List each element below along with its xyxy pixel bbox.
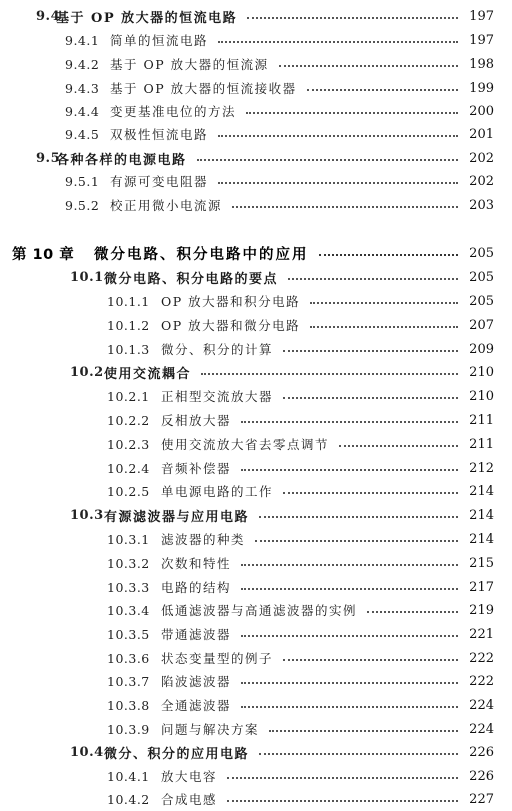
- dot-leader: [255, 528, 458, 542]
- toc-entry-title: OP 放大器和微分电路: [161, 318, 301, 333]
- toc-entry-number: 10.2.2: [107, 412, 150, 428]
- toc-subsection-row[interactable]: [0, 337, 512, 361]
- toc-entry-title: 音频补偿器: [161, 461, 232, 476]
- toc-subsection-row[interactable]: [0, 598, 512, 622]
- toc-entry-page: 226: [469, 768, 494, 784]
- dot-leader: [283, 385, 458, 399]
- dot-leader: [319, 242, 459, 256]
- toc-entry-page: 224: [469, 721, 494, 737]
- toc-entry-number: 9.4: [36, 8, 61, 24]
- toc-entry-title: 正相型交流放大器: [161, 389, 274, 404]
- dot-leader: [310, 290, 458, 304]
- toc-entry-number: 10.3.1: [107, 531, 150, 547]
- dot-leader: [218, 123, 458, 137]
- toc-entry-page: 214: [469, 507, 494, 523]
- toc-entry-title: 问题与解决方案: [161, 722, 260, 737]
- toc-entry-page: 222: [469, 673, 494, 689]
- toc-subsection-row[interactable]: [0, 28, 512, 52]
- toc-chapter-row[interactable]: [0, 241, 512, 265]
- dot-leader: [197, 147, 458, 161]
- toc-entry-page: 215: [469, 555, 494, 571]
- toc-entry-title: 低通滤波器与高通滤波器的实例: [161, 603, 358, 618]
- toc-subsection-row[interactable]: [0, 313, 512, 337]
- toc-entry-number: 9.5.2: [65, 197, 100, 213]
- toc-subsection-row[interactable]: [0, 289, 512, 313]
- toc-section-row[interactable]: [0, 146, 512, 170]
- toc-entry-number: 10.1: [70, 269, 104, 285]
- toc-entry-title: 基于 OP 放大器的恒流接收器: [110, 81, 297, 96]
- dot-leader: [367, 599, 458, 613]
- dot-leader: [288, 266, 458, 280]
- dot-leader: [283, 480, 458, 494]
- dot-leader: [227, 765, 458, 779]
- toc-entry-title: 变更基准电位的方法: [110, 104, 237, 119]
- toc-entry-number: 10.2: [70, 364, 104, 380]
- toc-section-row[interactable]: [0, 265, 512, 289]
- toc-section-row[interactable]: [0, 740, 512, 764]
- toc-entry-number: 9.4.4: [65, 103, 100, 119]
- toc-entry-title: 有源滤波器与应用电路: [104, 509, 250, 525]
- toc-subsection-row[interactable]: [0, 169, 512, 193]
- toc-entry-page: 224: [469, 697, 494, 713]
- toc-entry-page: 209: [469, 341, 494, 357]
- toc-subsection-row[interactable]: [0, 122, 512, 146]
- toc-entry-title: 使用交流耦合: [104, 366, 192, 382]
- toc-entry-number: 10.2.3: [107, 436, 150, 452]
- toc-subsection-row[interactable]: [0, 693, 512, 717]
- toc-entry-number: 10.3.9: [107, 721, 150, 737]
- toc-subsection-row[interactable]: [0, 551, 512, 575]
- toc-subsection-row[interactable]: [0, 456, 512, 480]
- toc-entry-title: 电路的结构: [161, 580, 232, 595]
- toc-subsection-row[interactable]: [0, 76, 512, 100]
- toc-entry-title: 微分、积分的计算: [161, 342, 274, 357]
- dot-leader: [246, 100, 458, 114]
- toc-entry-number: 10.1.1: [107, 293, 150, 309]
- toc-entry-page: 210: [469, 364, 494, 380]
- toc-entry-number: 10.4: [70, 744, 104, 760]
- toc-entry-page: 197: [469, 32, 494, 48]
- dot-leader: [259, 741, 458, 755]
- dot-leader: [259, 504, 458, 518]
- toc-entry-number: 9.4.1: [65, 32, 100, 48]
- toc-entry-page: 214: [469, 531, 494, 547]
- toc-subsection-row[interactable]: [0, 669, 512, 693]
- toc-entry-title: 微分电路、积分电路的要点: [104, 271, 279, 287]
- toc-entry-number: 10.2.1: [107, 388, 150, 404]
- toc-entry-page: 205: [469, 245, 494, 261]
- toc-entry-page: 212: [469, 460, 494, 476]
- toc-entry-title: 反相放大器: [161, 413, 232, 428]
- dot-leader: [241, 576, 458, 590]
- toc-subsection-row[interactable]: [0, 575, 512, 599]
- dot-leader: [283, 647, 458, 661]
- toc-entry-number: 9.4.5: [65, 126, 100, 142]
- toc-entry-number: 10.3.7: [107, 673, 150, 689]
- toc-entry-page: 199: [469, 80, 494, 96]
- toc-entry-title: 双极性恒流电路: [110, 127, 209, 142]
- toc-entry-page: 210: [469, 388, 494, 404]
- dot-leader: [241, 409, 458, 423]
- toc-subsection-row[interactable]: [0, 99, 512, 123]
- toc-entry-number: 10.3.8: [107, 697, 150, 713]
- toc-entry-page: 202: [469, 173, 494, 189]
- toc-entry-number: 9.4.3: [65, 80, 100, 96]
- toc-entry-title: 基于 OP 放大器的恒流电路: [56, 10, 238, 26]
- dot-leader: [201, 361, 458, 375]
- toc-entry-page: 226: [469, 744, 494, 760]
- dot-leader: [310, 314, 458, 328]
- toc-section-row[interactable]: [0, 4, 512, 28]
- toc-entry-title: 简单的恒流电路: [110, 33, 209, 48]
- toc-entry-title: 单电源电路的工作: [161, 484, 274, 499]
- toc-entry-page: 205: [469, 293, 494, 309]
- toc-entry-page: 214: [469, 483, 494, 499]
- toc-subsection-row[interactable]: [0, 787, 512, 811]
- dot-leader: [247, 5, 458, 19]
- toc-entry-title: 各种各样的电源电路: [56, 152, 187, 168]
- toc-subsection-row[interactable]: [0, 479, 512, 503]
- toc-entry-number: 10.3.3: [107, 579, 150, 595]
- toc-entry-title: OP 放大器和积分电路: [161, 294, 301, 309]
- toc-entry-title: 微分电路、积分电路中的应用: [94, 246, 309, 263]
- toc-subsection-row[interactable]: [0, 717, 512, 741]
- toc-entry-title: 全通滤波器: [161, 698, 232, 713]
- toc-entry-page: 221: [469, 626, 494, 642]
- toc-entry-number: 10.1.2: [107, 317, 150, 333]
- toc-entry-title: 带通滤波器: [161, 627, 232, 642]
- dot-leader: [241, 670, 458, 684]
- dot-leader: [227, 788, 458, 802]
- toc-entry-page: 222: [469, 650, 494, 666]
- toc-section-row[interactable]: [0, 503, 512, 527]
- toc-entry-number: 10.2.4: [107, 460, 150, 476]
- toc-entry-number: 10.3.6: [107, 650, 150, 666]
- toc-entry-number: 10.1.3: [107, 341, 150, 357]
- dot-leader: [241, 457, 458, 471]
- dot-leader: [241, 552, 458, 566]
- toc-entry-number: 9.4.2: [65, 56, 100, 72]
- toc-entry-page: 201: [469, 126, 494, 142]
- toc-subsection-row[interactable]: [0, 646, 512, 670]
- toc-entry-number: 10.4.1: [107, 768, 150, 784]
- toc-subsection-row[interactable]: [0, 193, 512, 217]
- toc-entry-number: 9.5: [36, 150, 61, 166]
- toc-entry-page: 198: [469, 56, 494, 72]
- dot-leader: [269, 718, 458, 732]
- toc-entry-page: 202: [469, 150, 494, 166]
- toc-subsection-row[interactable]: [0, 52, 512, 76]
- dot-leader: [218, 170, 458, 184]
- toc-entry-number: 10.3.2: [107, 555, 150, 571]
- dot-leader: [283, 338, 458, 352]
- toc-entry-page: 211: [469, 412, 494, 428]
- toc-subsection-row[interactable]: [0, 432, 512, 456]
- toc-entry-number: 第 10 章: [12, 246, 75, 263]
- toc-entry-title: 微分、积分的应用电路: [104, 746, 250, 762]
- toc-entry-number: 10.3.5: [107, 626, 150, 642]
- toc-entry-title: 校正用微小电流源: [110, 198, 223, 213]
- toc-entry-number: 10.3: [70, 507, 104, 523]
- toc-entry-number: 10.3.4: [107, 602, 150, 618]
- toc-subsection-row[interactable]: [0, 622, 512, 646]
- toc-entry-title: 陷波滤波器: [161, 674, 232, 689]
- toc-entry-title: 合成电感: [161, 792, 218, 807]
- toc-entry-title: 状态变量型的例子: [161, 651, 274, 666]
- toc-entry-title: 滤波器的种类: [161, 532, 246, 547]
- toc-entry-number: 10.4.2: [107, 791, 150, 807]
- toc-section-row[interactable]: [0, 360, 512, 384]
- toc-entry-page: 211: [469, 436, 494, 452]
- toc-entry-number: 10.2.5: [107, 483, 150, 499]
- toc-subsection-row[interactable]: [0, 384, 512, 408]
- dot-leader: [241, 623, 458, 637]
- dot-leader: [232, 194, 458, 208]
- toc-entry-page: 200: [469, 103, 494, 119]
- toc-entry-title: 次数和特性: [161, 556, 232, 571]
- toc-entry-title: 基于 OP 放大器的恒流源: [110, 57, 269, 72]
- toc-entry-number: 9.5.1: [65, 173, 100, 189]
- toc-entry-title: 放大电容: [161, 769, 218, 784]
- toc-entry-page: 205: [469, 269, 494, 285]
- toc-entry-title: 有源可变电阻器: [110, 174, 209, 189]
- toc-entry-page: 207: [469, 317, 494, 333]
- toc-entry-page: 217: [469, 579, 494, 595]
- dot-leader: [307, 77, 458, 91]
- toc-subsection-row[interactable]: [0, 527, 512, 551]
- toc-subsection-row[interactable]: [0, 764, 512, 788]
- toc-entry-title: 使用交流放大省去零点调节: [161, 437, 330, 452]
- toc-entry-page: 227: [469, 791, 494, 807]
- toc-subsection-row[interactable]: [0, 408, 512, 432]
- dot-leader: [339, 433, 458, 447]
- toc-entry-page: 203: [469, 197, 494, 213]
- dot-leader: [218, 29, 458, 43]
- toc-entry-page: 197: [469, 8, 494, 24]
- toc-entry-page: 219: [469, 602, 494, 618]
- dot-leader: [241, 694, 458, 708]
- dot-leader: [279, 53, 458, 67]
